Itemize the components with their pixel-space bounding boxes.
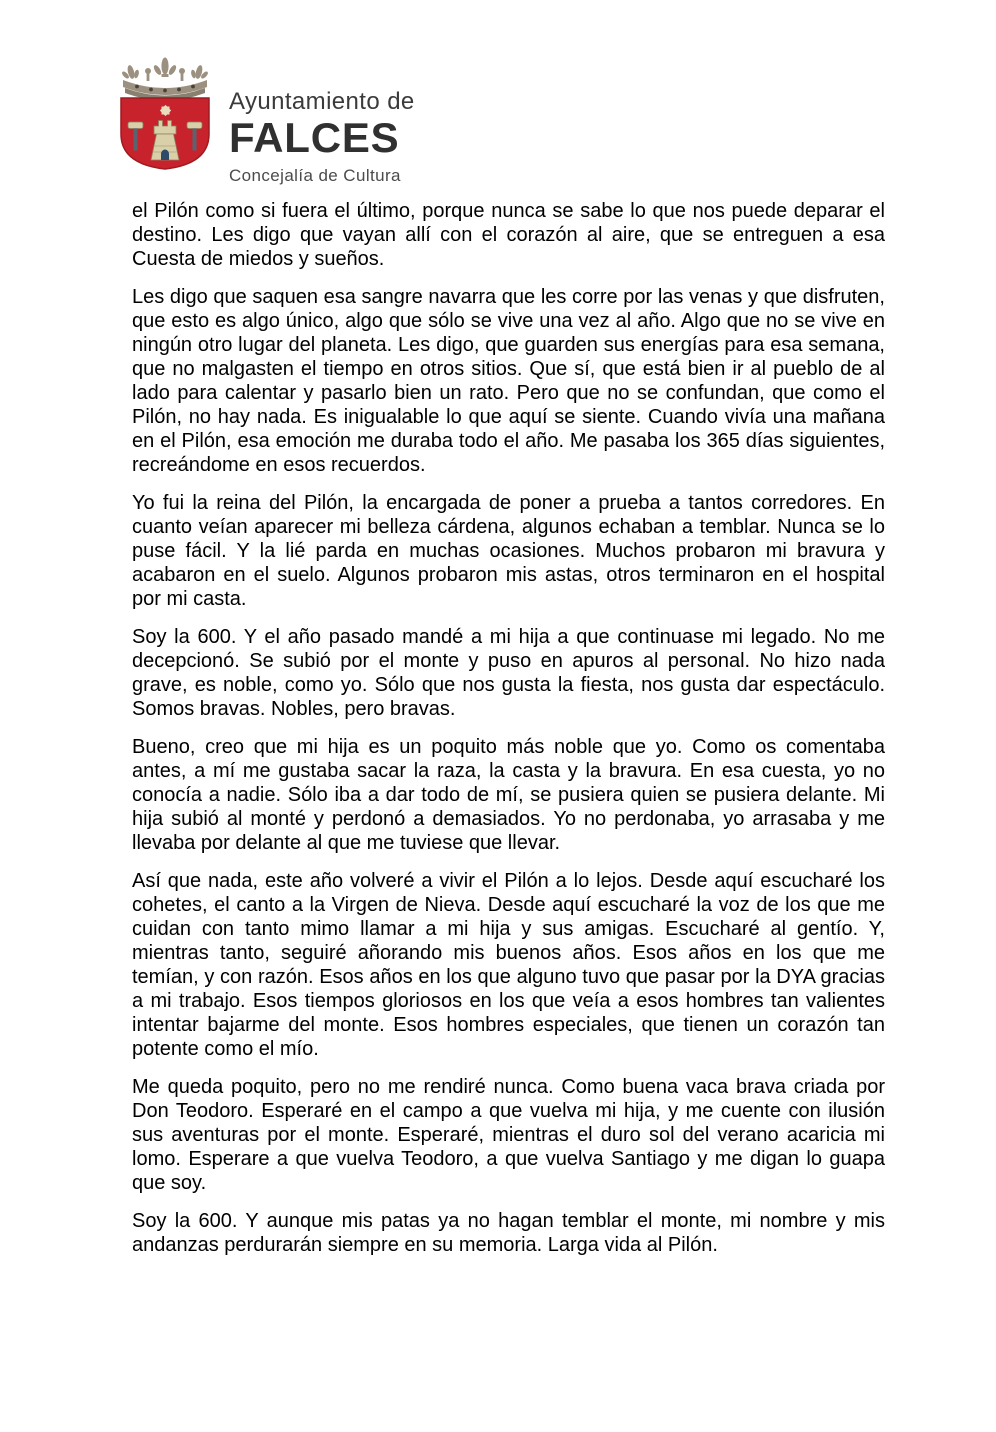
paragraph: Así que nada, este año volveré a vivir el Pilón a lo lejos. Desde aquí escucharé los cohetes, el canto a la Virgen de Nieva. Desde aquí escucharé la voz de los que me cuidan con tanto mimo llamar a mi hija y sus amigas. Escucharé al gentío. Y, mientras tanto, seguiré añorando mis buenos años. Esos años en los que me temían, y con razón. Esos años en los que alguno tuvo que pasar por la DYA gracias a mi trabajo. Esos tiempos gloriosos en los que veía a esos hombres tan valientes intentar bajarme del monte. Esos hombres especiales, que tienen un corazón tan potente como el mío. — [132, 870, 885, 1060]
org-name: FALCES — [229, 114, 400, 161]
paragraph: Me queda poquito, pero no me rendiré nunca. Como buena vaca brava criada por Don Teodoro. Esperaré en el campo a que vuelva mi hija, y me cuente con ilusión sus aventuras por el monte. Esperaré, mientras el duro sol del verano acaricia mi lomo. Esperare a que vuelva Teodoro, a que vuelva Santiago y me digan lo guapa que soy. — [132, 1076, 885, 1194]
paragraph: el Pilón como si fuera el último, porque nunca se sabe lo que nos puede deparar el destino. Les digo que vayan allí con el corazón al aire, que se entreguen a esa Cuesta de miedos y sueños. — [132, 200, 885, 270]
crown-icon — [121, 58, 209, 101]
letter-body — [132, 199, 885, 1271]
org-name-prefix: Ayuntamiento de — [229, 88, 415, 115]
paragraph: Yo fui la reina del Pilón, la encargada de poner a prueba a tantos corredores. En cuanto veían aparecer mi belleza cárdena, algunos echaban a temblar. Nunca se lo puse fácil. Y la lié parda en muchas ocasiones. Muchos probaron mi bravura y acabaron en el suelo. Algunos probaron mis astas, otros terminaron en el hospital por mi casta. — [132, 492, 885, 610]
paragraph: Les digo que saquen esa sangre navarra que les corre por las venas y que disfruten, que esto es algo único, algo que sólo se vive una vez al año. Algo que no se vive en ningún otro lugar del planeta. Les digo, que guarden sus energías para esa semana, que no malgasten el tiempo en otros sitios. Que sí, que está bien ir al pueblo de al lado para calentar y pasarlo bien un rato. Pero que no se confundan, que como el Pilón, no hay nada. Es inigualable lo que aquí se siente. Cuando vivía una mañana en el Pilón, esa emoción me duraba todo el año. Me pasaba los 365 días siguientes, recreándome en esos recuerdos. — [132, 286, 885, 476]
shield-icon — [121, 98, 209, 169]
paragraph: Soy la 600. Y el año pasado mandé a mi hija a que continuase mi legado. No me decepcionó. Se subió por el monte y puso en apuros al personal. No hizo nada grave, es noble, como yo. Sólo que nos gusta la fiesta, nos gusta dar espectáculo. Somos bravas. Nobles, pero bravas. — [132, 626, 885, 720]
letterhead — [115, 56, 415, 184]
logo-text — [229, 56, 415, 184]
org-department: Concejalía de Cultura — [229, 166, 401, 185]
paragraph: Bueno, creo que mi hija es un poquito más noble que yo. Como os comentaba antes, a mí me gustaba sacar la raza, la casta y la bravura. En esa cuesta, yo no conocía a nadie. Sólo iba a dar todo de mí, se pusiera quien se pusiera delante. Mi hija subió al monté y perdonó a demasiados. Yo no perdonaba, yo arrasaba y me llevaba por delante al que me tuviese que llevar. — [132, 736, 885, 854]
paragraph: Soy la 600. Y aunque mis patas ya no hagan temblar el monte, mi nombre y mis andanzas perdurarán siempre en su memoria. Larga vida al Pilón. — [132, 1210, 885, 1256]
falces-coat-of-arms-icon — [115, 56, 215, 170]
